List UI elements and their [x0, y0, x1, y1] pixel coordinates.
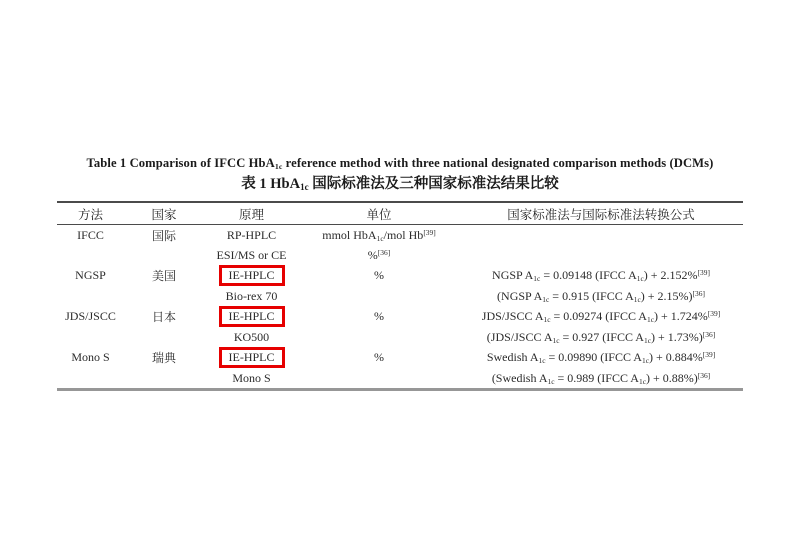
- column-header-country: 国家: [151, 207, 177, 222]
- country-cell: 瑞典: [151, 351, 176, 365]
- highlight-box: [219, 306, 285, 327]
- principle-cell: [204, 306, 299, 327]
- principle-cell: ESI/MS or CE: [216, 247, 287, 262]
- principle-text: IE-HPLC: [228, 350, 275, 364]
- formula-cell: (JDS/JSCC $A_{1c} = 0.927$ (IFCC $A_{1c}) + 1.73\%)[36]$: [486, 329, 716, 345]
- method-cell: [57, 286, 124, 306]
- table-row: [57, 245, 743, 265]
- unit-cell: [299, 286, 459, 306]
- unit-cell: mmol HbA$_{1c}$/mol Hb[39]: [322, 227, 436, 243]
- country-cell: 美国: [151, 269, 176, 283]
- column-header-unit: 单位: [366, 207, 392, 222]
- unit-cell: %: [374, 309, 384, 323]
- unit-cell: %: [374, 268, 384, 282]
- formula-cell: [459, 225, 743, 246]
- table-title-chinese: 表 1 HbA$_{1c}$ 国际标准法及三种国家标准法结果比较: [241, 176, 559, 193]
- table-row: [57, 265, 743, 286]
- principle-cell: Mono S: [232, 370, 271, 385]
- unit-cell: [299, 368, 459, 390]
- principle-cell: [204, 347, 299, 368]
- formula-cell: (Swedish $A_{1c} = 0.989$ (IFCC $A_{1c}) + 0.88\%)[36]$: [491, 370, 711, 386]
- method-cell: [57, 368, 124, 390]
- column-header-formula: 国家标准法与国际标准法转换公式: [507, 207, 695, 222]
- table-row: [57, 306, 743, 327]
- unit-cell: %[36]: [367, 247, 391, 262]
- method-cell: Mono S: [71, 350, 110, 364]
- formula-cell: NGSP $A_{1c} = 0.09148$ (IFCC $A_{1c}) + 2.152\%[39]$: [492, 267, 710, 283]
- principle-text: IE-HPLC: [228, 268, 275, 282]
- unit-cell: [299, 327, 459, 347]
- method-cell: [57, 245, 124, 265]
- method-cell: [57, 327, 124, 347]
- column-header-method: 方法: [77, 207, 103, 222]
- formula-cell: Swedish $A_{1c} = 0.09890$ (IFCC $A_{1c}) + 0.884\%[39]$: [486, 349, 716, 365]
- method-cell: JDS/JSCC: [65, 309, 116, 323]
- table-row: [57, 286, 743, 306]
- formula-cell: JDS/JSCC $A_{1c} = 0.09274$ (IFCC $A_{1c}) + 1.724\%[39]$: [481, 308, 721, 324]
- country-cell: 国际: [151, 228, 176, 243]
- country-cell: [124, 327, 204, 347]
- country-cell: 日本: [151, 310, 176, 324]
- table-row: [57, 327, 743, 347]
- highlight-box: [219, 265, 285, 286]
- country-cell: [124, 368, 204, 390]
- method-cell: NGSP: [75, 268, 106, 282]
- formula-cell: [459, 245, 743, 265]
- unit-cell: %: [374, 350, 384, 364]
- table-row: [57, 368, 743, 390]
- highlight-box: [219, 347, 285, 368]
- formula-cell: (NGSP $A_{1c} = 0.915$ (IFCC $A_{1c}) + 2.15\%)[36]$: [497, 288, 705, 304]
- comparison-table: [57, 201, 743, 391]
- method-cell: IFCC: [77, 227, 104, 242]
- column-header-principle: 原理: [238, 207, 264, 222]
- principle-cell: Bio-rex 70: [225, 288, 278, 303]
- principle-cell: RP-HPLC: [226, 227, 277, 242]
- principle-text: IE-HPLC: [228, 309, 275, 323]
- principle-cell: KO500: [233, 329, 270, 344]
- country-cell: [124, 245, 204, 265]
- table-row: [57, 225, 743, 246]
- country-cell: [124, 286, 204, 306]
- table-title-english: Table 1 Comparison of IFCC HbA$_{1c}$ reference method with three national designated comparison methods (DCMs): [86, 156, 714, 171]
- header-row: [57, 202, 743, 225]
- principle-cell: [204, 265, 299, 286]
- table-row: [57, 347, 743, 368]
